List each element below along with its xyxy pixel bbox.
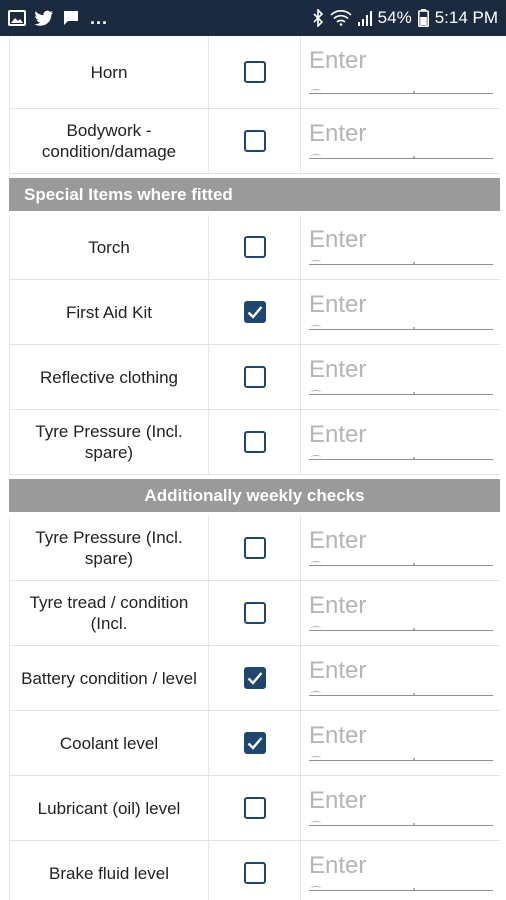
table-row <box>9 776 500 841</box>
notes-input[interactable] <box>309 119 493 149</box>
image-icon <box>8 10 26 26</box>
notes-input[interactable] <box>309 721 493 751</box>
notes-input[interactable] <box>309 225 493 255</box>
item-checkbox[interactable] <box>244 797 266 819</box>
item-label: Brake fluid level <box>9 841 209 900</box>
notes-input[interactable] <box>309 526 493 556</box>
table-row <box>9 711 500 776</box>
notes-input[interactable] <box>309 420 493 450</box>
item-label: First Aid Kit <box>9 280 209 344</box>
table-row <box>9 280 500 345</box>
item-label: Horn <box>9 36 209 108</box>
message-icon <box>62 10 80 26</box>
battery-icon <box>418 9 429 27</box>
item-label: Bodywork - condition/damage <box>9 109 209 173</box>
signal-icon <box>358 10 372 26</box>
item-label: Tyre Pressure (Incl. spare) <box>9 516 209 580</box>
table-row <box>9 109 500 174</box>
item-label: Torch <box>9 215 209 279</box>
item-checkbox[interactable] <box>244 732 266 754</box>
table-row <box>9 410 500 475</box>
clock: 5:14 PM <box>434 8 498 27</box>
overflow-indicator: ... <box>90 7 109 28</box>
section-header-special-items: Special Items where fitted <box>9 178 500 211</box>
item-label: Lubricant (oil) level <box>9 776 209 840</box>
table-row <box>9 841 500 900</box>
status-bar <box>0 0 506 36</box>
item-checkbox[interactable] <box>244 236 266 258</box>
bluetooth-icon <box>312 9 324 27</box>
notes-input[interactable] <box>309 290 493 320</box>
notes-input[interactable] <box>309 786 493 816</box>
item-checkbox[interactable] <box>244 862 266 884</box>
item-checkbox[interactable] <box>244 366 266 388</box>
table-row <box>9 215 500 280</box>
vehicle-check-form <box>0 36 506 900</box>
item-label: Tyre tread / condition (Incl. <box>9 581 209 645</box>
item-checkbox[interactable] <box>244 667 266 689</box>
section-header-weekly-checks: Additionally weekly checks <box>9 479 500 512</box>
item-label: Battery condition / level <box>9 646 209 710</box>
table-row <box>9 345 500 410</box>
item-label: Tyre Pressure (Incl. spare) <box>9 410 209 474</box>
item-checkbox[interactable] <box>244 61 266 83</box>
item-label: Reflective clothing <box>9 345 209 409</box>
item-checkbox[interactable] <box>244 431 266 453</box>
battery-percent: 54% <box>377 8 412 27</box>
notes-input[interactable] <box>309 656 493 686</box>
table-row <box>9 36 500 109</box>
checklist-grid <box>9 36 500 900</box>
item-label: Coolant level <box>9 711 209 775</box>
system-icons <box>312 8 498 28</box>
item-checkbox[interactable] <box>244 537 266 559</box>
item-checkbox[interactable] <box>244 130 266 152</box>
notification-icons <box>8 8 108 29</box>
item-checkbox[interactable] <box>244 301 266 323</box>
table-row <box>9 646 500 711</box>
wifi-icon <box>330 10 352 26</box>
table-row <box>9 516 500 581</box>
notes-input[interactable] <box>309 591 493 621</box>
table-row <box>9 581 500 646</box>
item-checkbox[interactable] <box>244 602 266 624</box>
notes-input[interactable] <box>309 355 493 385</box>
notes-input[interactable] <box>309 851 493 881</box>
notes-input[interactable] <box>309 46 493 76</box>
twitter-icon <box>34 10 54 26</box>
